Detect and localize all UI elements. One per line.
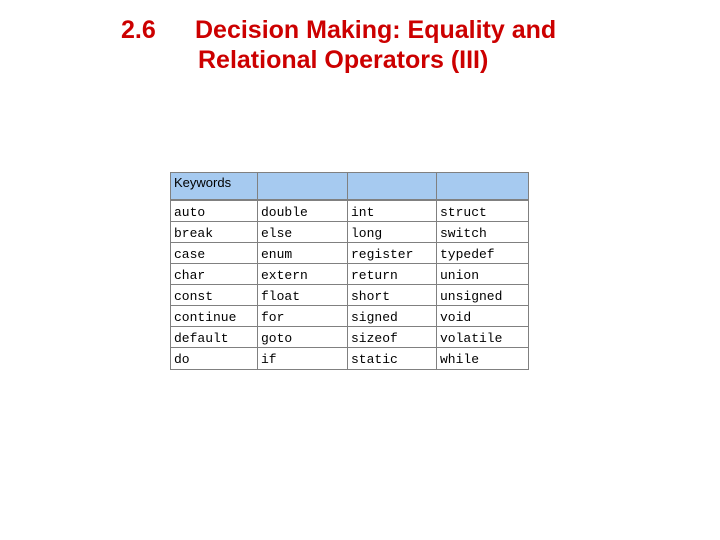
table-header-row <box>171 173 528 201</box>
table-row <box>171 285 528 306</box>
table-row <box>171 306 528 327</box>
table-row <box>171 348 528 369</box>
keywords-table <box>170 172 529 370</box>
table-header-cell <box>258 173 348 201</box>
table-header-cell <box>348 173 437 201</box>
table-header-cell: Keywords <box>171 173 258 201</box>
keyword-cell: long <box>348 222 437 243</box>
keyword-cell: return <box>348 264 437 285</box>
keyword-cell: for <box>258 306 348 327</box>
keyword-cell: break <box>171 222 258 243</box>
keyword-cell: else <box>258 222 348 243</box>
keyword-cell: continue <box>171 306 258 327</box>
slide-title <box>195 15 557 75</box>
keyword-cell: sizeof <box>348 327 437 348</box>
keyword-cell: float <box>258 285 348 306</box>
keyword-cell: while <box>440 352 480 367</box>
keyword-cell: short <box>348 285 437 306</box>
title-line-1: Decision Making: Equality and <box>195 16 557 44</box>
keyword-cell: case <box>171 243 258 264</box>
keyword-cell: default <box>171 327 258 348</box>
section-number: 2.6 <box>121 16 156 44</box>
keyword-cell: double <box>258 201 348 222</box>
keyword-cell: enum <box>258 243 348 264</box>
keyword-cell: auto <box>171 201 258 222</box>
keyword-cell: extern <box>258 264 348 285</box>
keyword-cell: int <box>348 201 437 222</box>
table-row <box>171 222 528 243</box>
table-row <box>171 327 528 348</box>
table-row <box>171 243 528 264</box>
keyword-cell: if <box>258 348 348 369</box>
table-row <box>171 264 528 285</box>
keyword-cell: const <box>171 285 258 306</box>
table-row <box>171 201 528 222</box>
keyword-cell: do <box>171 348 258 369</box>
keyword-cell: volatile <box>437 327 528 348</box>
keyword-cell: switch <box>437 222 528 243</box>
keyword-cell: register <box>348 243 437 264</box>
keyword-cell: typedef <box>437 243 528 264</box>
keyword-cell: static <box>348 348 437 369</box>
table-header-cell <box>437 173 528 201</box>
keyword-cell: void <box>437 306 528 327</box>
keyword-cell: char <box>171 264 258 285</box>
title-line-2: Relational Operators (III) <box>198 46 489 74</box>
keyword-cell: unsigned <box>437 285 528 306</box>
keyword-cell: struct <box>437 201 528 222</box>
keyword-cell: signed <box>348 306 437 327</box>
keyword-cell: union <box>437 264 528 285</box>
keyword-cell: goto <box>258 327 348 348</box>
